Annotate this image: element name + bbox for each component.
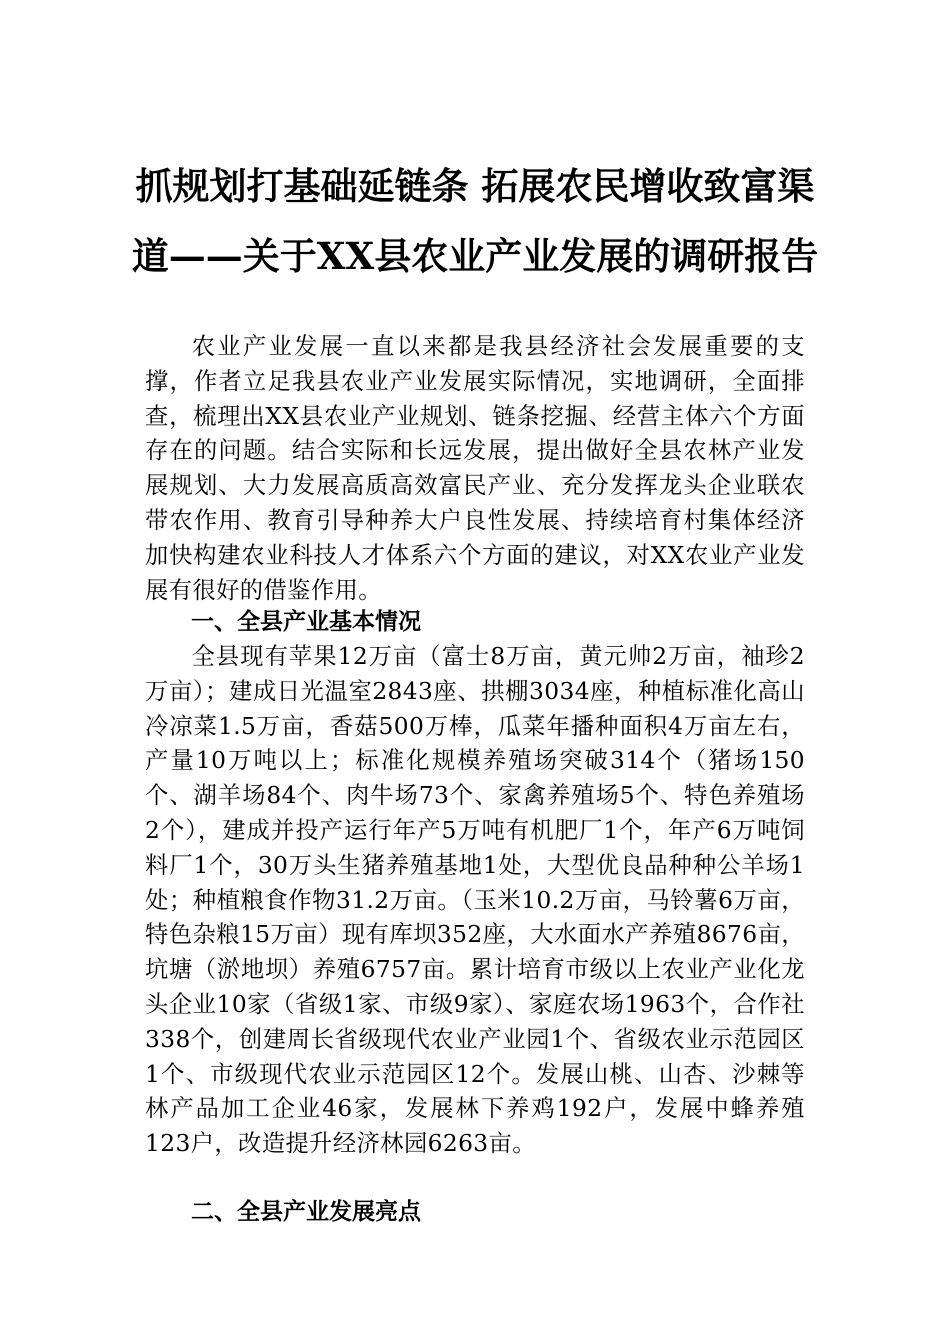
section-heading-basic-situation: 一、全县产业基本情况 [191,609,421,635]
document-title-line-1: 抓规划打基础延链条 拓展农民增收致富渠 [135,164,815,208]
basic-situation-section [145,640,805,1162]
intro-paragraph: 农业产业发展一直以来都是我县经济社会发展重要的支撑，作者立足我县农业产业发展实际情况，实地调研，全面排查，梳理出XX县农业产业规划、链条挖掘、经营主体六个方面存在的问题。结合实际和长远发展，提出做好全县农林产业发展规划、大力发展高质高效富民产业、充分发挥龙头企业联农带农作用、教育引导种养大户良性发展、持续培育村集体经济加快构建农业科技人才体系六个方面的建议，对XX农业产业发展有很好的借鉴作用。 [145,333,805,604]
document-title-line-2: 道——关于XX县农业产业发展的调研报告 [131,234,819,278]
intro-section [145,330,805,608]
section-heading-highlights: 二、全县产业发展亮点 [191,1199,421,1225]
basic-situation-paragraph: 全县现有苹果12万亩（富士8万亩，黄元帅2万亩，袖珍2万亩）；建成日光温室2843座、拱棚3034座，种植标准化高山冷凉菜1.5万亩，香菇500万棒，瓜菜年播种面积4万亩左右，产量10万吨以上；标准化规模养殖场突破314个（猪场150个、湖羊场84个、肉牛场73个、家禽养殖场5个、特色养殖场2个），建成并投产运行年产5万吨有机肥厂1个，年产6万吨饲料厂1个，30万头生猪养殖基地1处，大型优良品种种公羊场1处；种植粮食作物31.2万亩。（玉米10.2万亩，马铃薯6万亩，特色杂粮15万亩）现有库坝352座，大水面水产养殖8676亩，坑塘（淤地坝）养殖6757亩。累计培育市级以上农业产业化龙头企业10家（省级1家、市级9家）、家庭农场1963个，合作社338个，创建周长省级现代农业产业园1个、省级农业示范园区1个、市级现代农业示范园区12个。发展山桃、山杏、沙棘等林产品加工企业46家，发展林下养鸡192户，发展中蜂养殖123户，改造提升经济林园6263亩。 [145,643,805,1158]
